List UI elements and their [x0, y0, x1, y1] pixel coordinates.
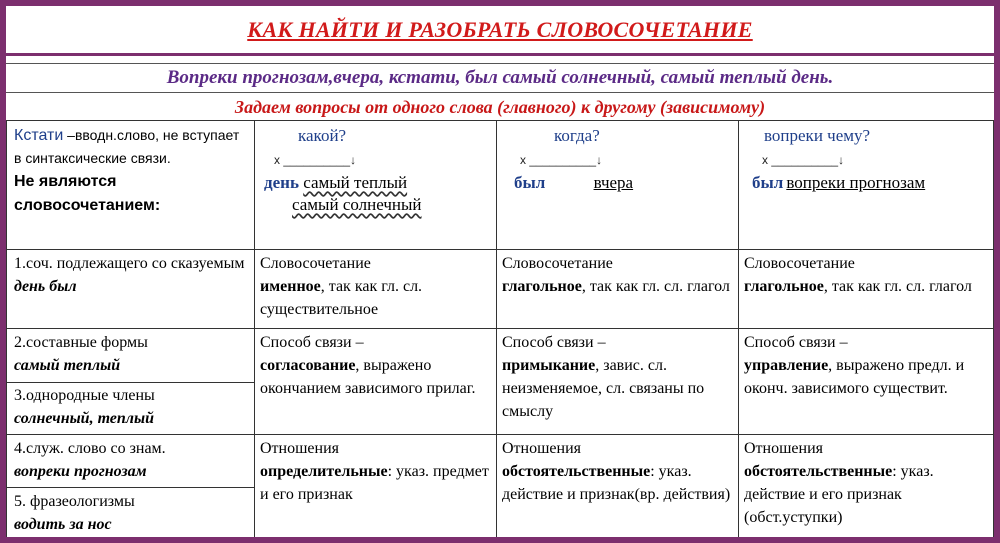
left-row-example: день был	[14, 278, 77, 295]
relation-explanation: : указ. действие и его признак (обст.уступки)	[744, 463, 934, 526]
phrase-scheme	[742, 172, 992, 194]
type-explanation: , так как гл. сл. глагол	[823, 278, 972, 295]
arrow-scheme	[742, 149, 992, 172]
link-method-cell-3	[744, 331, 990, 400]
arrow-icon: __________↓	[283, 153, 357, 167]
arrow-scheme	[258, 149, 494, 172]
relation-value: обстоятельственные	[744, 463, 893, 480]
type-label: Словосочетание	[744, 255, 855, 272]
phrase-scheme	[258, 172, 494, 216]
arrow-scheme	[500, 149, 736, 172]
left-row-text: 5. фразеологизмы	[14, 493, 135, 510]
column-header-2	[500, 124, 736, 194]
relation-explanation: : указ. действие и признак(вр. действия)	[502, 463, 731, 503]
row-divider	[6, 120, 994, 121]
type-value: глагольное	[744, 278, 824, 295]
link-explanation: , завис. сл. неизменяемое, сл. связаны по смыслу	[502, 357, 705, 420]
instruction-bar	[6, 94, 994, 120]
left-row-1	[14, 252, 250, 298]
relation-explanation: : указ. предмет и его признак	[260, 463, 489, 503]
relation-label: Отношения	[744, 440, 824, 457]
left-row-text: 1.соч. подлежащего со сказуемым	[14, 255, 245, 272]
arrow-icon: __________↓	[771, 153, 845, 167]
row-divider	[6, 328, 994, 329]
row-divider	[6, 249, 994, 250]
link-value: согласование	[260, 357, 356, 374]
dependent-word: вопреки прогнозам	[786, 173, 926, 192]
relation-label: Отношения	[260, 440, 340, 457]
main-word: был	[752, 173, 784, 192]
type-label: Словосочетание	[260, 255, 371, 272]
left-row-2	[14, 331, 250, 377]
relation-cell-3	[744, 437, 990, 529]
link-explanation: , выражено предл. и оконч. зависимого существит.	[744, 357, 965, 397]
example-bar	[6, 63, 994, 93]
left-row-example: солнечный, теплый	[14, 410, 155, 427]
question-label: когда?	[554, 126, 600, 145]
intro-word: Кстати	[14, 127, 64, 144]
intro-word-description: –вводн.слово, не вступает в синтаксические связи.	[14, 127, 240, 166]
left-row-example: вопреки прогнозам	[14, 463, 147, 480]
left-row-5	[14, 490, 250, 536]
left-row-example: самый теплый	[14, 357, 121, 374]
left-row-text: 4.служ. слово со знам.	[14, 440, 166, 457]
main-word: был	[514, 173, 546, 192]
instruction-text: Задаем вопросы от одного слова (главного) к другому (зависимому)	[234, 96, 766, 117]
main-word: день	[264, 173, 299, 192]
not-phrase-heading: Не являются словосочетанием:	[14, 173, 161, 214]
head-word-marker: х	[520, 153, 526, 167]
row-divider	[6, 382, 254, 383]
head-word-marker: х	[274, 153, 280, 167]
phrase-type-cell-3	[744, 252, 990, 298]
left-row-4	[14, 437, 250, 483]
type-explanation: , так как гл. сл. глагол	[581, 278, 730, 295]
arrow-icon: __________↓	[529, 153, 603, 167]
left-row-3	[14, 384, 250, 430]
row-divider	[6, 487, 254, 488]
intro-word-cell	[14, 124, 250, 218]
phrase-type-cell-1	[260, 252, 492, 321]
column-header-3	[742, 124, 992, 194]
link-label: Способ связи –	[502, 334, 606, 351]
left-row-text: 2.составные формы	[14, 334, 148, 351]
type-label: Словосочетание	[502, 255, 613, 272]
type-value: именное	[260, 278, 321, 295]
dependent-word: вчера	[593, 173, 634, 192]
type-explanation: , так как гл. сл. существительное	[260, 278, 423, 318]
phrase-scheme	[500, 172, 736, 194]
link-label: Способ связи –	[260, 334, 364, 351]
link-label: Способ связи –	[744, 334, 848, 351]
relation-value: определительные	[260, 463, 388, 480]
question-label: вопреки чему?	[764, 126, 871, 145]
link-value: примыкание	[502, 357, 596, 374]
link-method-cell-2	[502, 331, 734, 423]
question-label: какой?	[298, 126, 347, 145]
left-row-example: водить за нос	[14, 516, 112, 533]
link-explanation: , выражено окончанием зависимого прилаг.	[260, 357, 476, 397]
link-method-cell-1	[260, 331, 492, 400]
content-panel	[6, 6, 994, 537]
link-value: управление	[744, 357, 829, 374]
page-title: КАК НАЙТИ И РАЗОБРАТЬ СЛОВОСОЧЕТАНИЕ	[247, 16, 753, 42]
column-header-1	[258, 124, 494, 216]
dependent-word: самый солнечный	[292, 195, 422, 214]
relation-cell-2	[502, 437, 734, 506]
analysis-table	[6, 120, 994, 537]
row-divider	[6, 434, 994, 435]
relation-cell-1	[260, 437, 492, 506]
example-sentence: Вопреки прогнозам,вчера, кстати, был самый солнечный, самый теплый день.	[166, 67, 834, 88]
left-row-text: 3.однородные члены	[14, 387, 155, 404]
phrase-type-cell-2	[502, 252, 734, 298]
relation-value: обстоятельственные	[502, 463, 651, 480]
type-value: глагольное	[502, 278, 582, 295]
head-word-marker: х	[762, 153, 768, 167]
dependent-word: самый теплый	[303, 173, 408, 192]
title-bar	[6, 6, 994, 56]
relation-label: Отношения	[502, 440, 582, 457]
